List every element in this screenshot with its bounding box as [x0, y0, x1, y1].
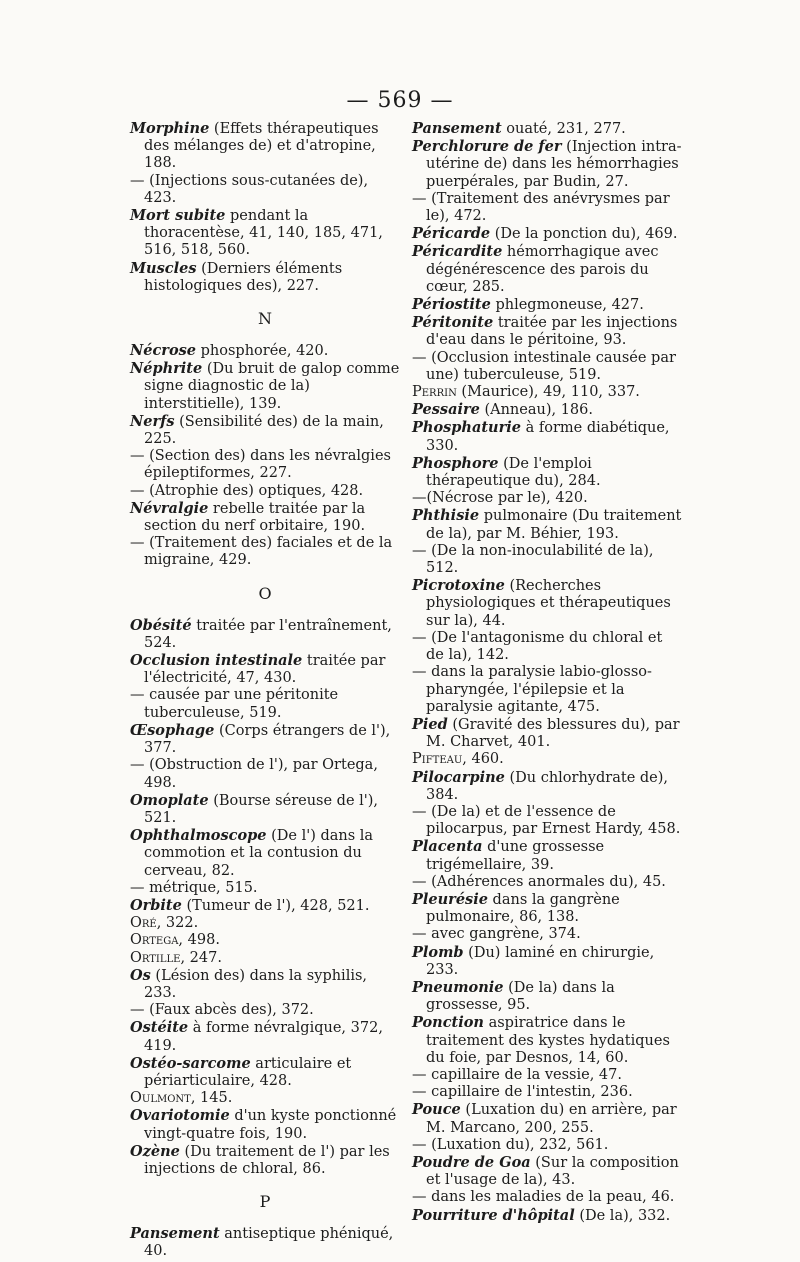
index-entry — [412, 314, 682, 349]
section-letter: P — [259, 1192, 271, 1212]
index-entry — [130, 360, 400, 413]
entry-text: (Corps étrangers de l'), 377. — [144, 722, 391, 757]
index-entry — [130, 1090, 400, 1107]
index-entry — [130, 757, 400, 791]
entry-text: (Gravité des blessures du), par M. Charvet, 401. — [426, 716, 680, 751]
entry-text: — avec gangrène, 374. — [412, 926, 581, 943]
entry-heading: Nécrose — [130, 342, 197, 360]
entry-text: articulaire et périarticulaire, 428. — [144, 1055, 352, 1089]
entry-heading: Phthisie — [412, 507, 480, 525]
entry-heading: Mort subite — [130, 207, 226, 225]
entry-text: (Injection intra-utérine de) dans les hémorrhagies puerpérales, par Budin, 27. — [426, 139, 682, 190]
entry-heading: Perchlorure de fer — [412, 138, 562, 156]
left-column — [130, 120, 400, 1261]
index-entry — [130, 687, 400, 721]
entry-text: d'un kyste ponctionné vingt-quatre fois, 190. — [144, 1108, 397, 1142]
entry-text: (Sur la composition et l'usage de la), 43. — [426, 1154, 679, 1189]
entry-heading: Nerfs — [130, 412, 175, 430]
index-entry — [412, 664, 682, 716]
index-entry — [412, 1189, 682, 1206]
entry-text: — (Faux abcès des), 372. — [130, 1002, 314, 1019]
index-entry — [130, 827, 400, 880]
entry-heading: Muscles — [130, 259, 197, 277]
index-entry — [130, 915, 400, 932]
entry-text: (Sensibilité des) de la main, 225. — [144, 413, 384, 448]
entry-text: (Lésion des) dans la syphilis, 233. — [144, 967, 368, 1001]
index-entry — [130, 1055, 400, 1090]
index-entry — [130, 1225, 400, 1260]
entry-text: , 498. — [178, 932, 220, 949]
entry-text: , 322. — [156, 915, 199, 932]
index-entry — [412, 1154, 682, 1189]
index-entry — [412, 1084, 682, 1101]
index-entry — [412, 507, 682, 542]
entry-text: (Bourse séreuse de l'), 521. — [144, 792, 379, 826]
entry-text: aspiratrice dans le traitement des kystes hydatiques du foie, par Desnos, 14, 60. — [426, 1015, 670, 1066]
entry-heading: Phosphore — [412, 454, 499, 472]
entry-heading: Pouce — [412, 1101, 461, 1119]
entry-text: — (Luxation du), 232, 561. — [412, 1136, 609, 1153]
entry-text: (Maurice), 49, 110, 337. — [456, 384, 640, 401]
entry-heading: Ophthalmoscope — [130, 827, 267, 845]
index-entry — [412, 1101, 682, 1136]
entry-text: (De la), 332. — [574, 1207, 671, 1224]
entry-text: — métrique, 515. — [130, 879, 258, 896]
entry-text: (Effets thérapeutiques des mélanges de) et d'atropine, 188. — [144, 121, 379, 172]
entry-heading: Phosphaturie — [412, 419, 521, 437]
entry-heading: Oulmont — [130, 1090, 191, 1107]
entry-heading: Pansement — [412, 120, 502, 137]
entry-heading: Orbite — [130, 896, 182, 914]
index-entry — [412, 1067, 682, 1084]
entry-heading: Pifteau — [412, 751, 463, 768]
index-entry — [412, 891, 682, 926]
entry-text: — dans les maladies de la peau, 46. — [412, 1189, 675, 1206]
right-column — [412, 120, 682, 1225]
entry-text: — (Atrophie des) optiques, 428. — [130, 482, 364, 499]
index-entry — [412, 751, 682, 768]
index-entry — [130, 483, 400, 500]
index-entry — [130, 722, 400, 757]
index-entry — [412, 577, 682, 630]
index-entry — [130, 260, 400, 295]
index-entry — [412, 1014, 682, 1067]
index-entry — [412, 350, 682, 384]
entry-text: ouaté, 231, 277. — [501, 121, 626, 137]
section-letter: N — [258, 309, 272, 329]
index-entry — [412, 419, 682, 454]
index-entry — [412, 630, 682, 664]
index-entry — [412, 138, 682, 191]
entry-heading: Ortega — [130, 932, 179, 949]
index-entry — [130, 448, 400, 482]
index-entry — [412, 838, 682, 873]
entry-text: — (Injections sous-cutanées de), 423. — [130, 172, 369, 206]
entry-text: — (Occlusion intestinale causée par une) tuberculeuse, 519. — [412, 349, 676, 383]
index-entry — [412, 490, 682, 507]
index-entry — [130, 413, 400, 448]
entry-heading: Ozène — [130, 1142, 180, 1160]
entry-text: (Tumeur de l'), 428, 521. — [181, 897, 370, 914]
entry-heading: Oré — [130, 915, 157, 932]
entry-heading: Poudre de Goa — [412, 1153, 531, 1171]
entry-text: hémorrhagique avec dégénérescence des parois du cœur, 285. — [426, 244, 659, 295]
entry-text: —(Nécrose par le), 420. — [412, 490, 588, 507]
entry-heading: Pansement — [130, 1225, 220, 1243]
index-entry — [130, 792, 400, 827]
entry-heading: Périostite — [412, 296, 491, 314]
entry-text: traitée par les injections d'eau dans le péritoine, 93. — [426, 315, 678, 349]
index-entry — [130, 897, 400, 915]
index-entry — [130, 880, 400, 897]
entry-heading: Plomb — [412, 943, 464, 961]
index-entry — [130, 535, 400, 569]
entry-heading: Péricardite — [412, 243, 503, 261]
entry-heading: Picrotoxine — [412, 577, 505, 595]
index-entry — [130, 967, 400, 1002]
entry-text: , 460. — [462, 751, 504, 768]
entry-text: — (Adhérences anormales du), 45. — [412, 873, 666, 890]
entry-text: (Recherches physiologiques et thérapeutiques sur la), 44. — [426, 578, 671, 629]
entry-heading: Morphine — [130, 120, 210, 137]
entry-text: phosphorée, 420. — [196, 343, 329, 360]
entry-text: — causée par une péritonite tuberculeuse, 519. — [130, 687, 339, 721]
index-entry — [412, 1207, 682, 1225]
index-entry — [412, 225, 682, 243]
section-letter: O — [258, 583, 272, 603]
entry-heading: Néphrite — [130, 360, 203, 378]
index-entry — [130, 950, 400, 967]
entry-heading: Ortille — [130, 949, 181, 966]
entry-text: — (Traitement des anévrysmes par le), 472. — [412, 190, 670, 225]
entry-text: — (De la) et de l'essence de pilocarpus, par Ernest Hardy, 458. — [412, 803, 681, 838]
entry-text: rebelle traitée par la section du nerf orbitaire, 190. — [144, 500, 366, 535]
index-entry — [130, 1143, 400, 1178]
entry-heading: Ostéite — [130, 1019, 189, 1037]
index-entry — [412, 296, 682, 314]
index-entry — [130, 1002, 400, 1019]
entry-heading: Obésité — [130, 616, 192, 634]
entry-heading: Péricarde — [412, 225, 491, 243]
entry-heading: Pied — [412, 715, 448, 733]
entry-text: (De la ponction du), 469. — [490, 226, 678, 243]
entry-heading: Pneumonie — [412, 978, 504, 996]
entry-text: , 247. — [180, 949, 222, 966]
index-entry — [130, 342, 400, 360]
index-entry — [130, 1107, 400, 1142]
index-entry — [412, 874, 682, 891]
index-entry — [412, 384, 682, 401]
entry-text: — (De l'antagonisme du chloral et de la), 142. — [412, 629, 663, 664]
index-entry — [412, 944, 682, 979]
entry-text: (Du) laminé en chirurgie, 233. — [426, 944, 655, 978]
entry-text: — capillaire de la vessie, 47. — [412, 1066, 622, 1083]
entry-text: à forme diabétique, 330. — [426, 420, 670, 454]
entry-text: — (Obstruction de l'), par Ortega, 498. — [130, 757, 378, 791]
entry-text: — (Traitement des) faciales et de la migraine, 429. — [130, 535, 393, 569]
entry-heading: Ponction — [412, 1014, 484, 1032]
entry-text: (De l') dans la commotion et la contusion du cerveau, 82. — [144, 828, 374, 879]
index-entry — [412, 979, 682, 1014]
entry-text: (Du traitement de l') par les injections de chloral, 86. — [144, 1143, 390, 1177]
index-entry — [130, 652, 400, 687]
entry-heading: Ovariotomie — [130, 1107, 230, 1125]
index-entry — [412, 120, 682, 138]
index-entry — [412, 243, 682, 296]
entry-text: phlegmoneuse, 427. — [490, 297, 644, 314]
index-entry — [412, 455, 682, 490]
entry-text: antiseptique phéniqué, 40. — [144, 1226, 394, 1260]
index-entry — [412, 1137, 682, 1154]
index-entry — [130, 120, 400, 173]
entry-heading: Péritonite — [412, 314, 494, 332]
index-entry — [412, 401, 682, 419]
entry-heading: Œsophage — [130, 721, 215, 739]
entry-text: à forme névralgique, 372, 419. — [144, 1020, 383, 1054]
index-entry — [130, 173, 400, 207]
entry-text: traitée par l'entraînement, 524. — [144, 617, 392, 651]
entry-heading: Os — [130, 966, 151, 984]
entry-text: dans la gangrène pulmonaire, 86, 138. — [426, 891, 620, 926]
entry-text: (Anneau), 186. — [479, 402, 593, 419]
entry-text: — dans la paralysie labio-glosso-pharyngée, l'épilepsie et la paralysie agitante, 475. — [412, 664, 652, 715]
entry-text: — (Section des) dans les névralgies épileptiformes, 227. — [130, 448, 391, 482]
index-entry — [130, 932, 400, 949]
entry-text: — (De la non-inoculabilité de la), 512. — [412, 542, 654, 577]
entry-heading: Névralgie — [130, 499, 209, 517]
entry-heading: Pourriture d'hôpital — [412, 1206, 575, 1224]
entry-heading: Pessaire — [412, 401, 480, 419]
entry-text: pulmonaire (Du traitement de la), par M. Béhier, 193. — [426, 508, 682, 542]
entry-heading: Perrin — [412, 384, 457, 401]
entry-heading: Occlusion intestinale — [130, 652, 303, 670]
index-entry — [130, 1019, 400, 1054]
index-entry — [412, 716, 682, 751]
entry-text: pendant la thoracentèse, 41, 140, 185, 471, 516, 518, 560. — [144, 208, 383, 259]
entry-heading: Pleurésie — [412, 890, 488, 908]
entry-text: (Luxation du) en arrière, par M. Marcano, 200, 255. — [426, 1102, 677, 1136]
index-entry — [130, 617, 400, 652]
entry-heading: Placenta — [412, 838, 483, 856]
index-entry — [130, 207, 400, 260]
entry-text: d'une grossesse trigémellaire, 39. — [426, 839, 605, 873]
entry-text: — capillaire de l'intestin, 236. — [412, 1084, 633, 1101]
index-entry — [412, 926, 682, 943]
entry-heading: Pilocarpine — [412, 768, 505, 786]
entry-text: , 145. — [190, 1090, 233, 1107]
entry-heading: Omoplate — [130, 791, 209, 809]
entry-text: traitée par l'électricité, 47, 430. — [144, 653, 386, 687]
entry-heading: Ostéo-sarcome — [130, 1054, 251, 1072]
page-number: — 569 — — [346, 88, 454, 113]
index-entry — [412, 769, 682, 804]
entry-text: (Du chlorhydrate de), 384. — [426, 769, 669, 803]
entry-text: (Du bruit de galop comme signe diagnostic de la) interstitielle), 139. — [144, 361, 400, 412]
index-entry — [412, 191, 682, 225]
entry-text: (Derniers éléments histologiques des), 227. — [144, 260, 343, 294]
entry-text: (De la) dans la grossesse, 95. — [426, 979, 615, 1014]
entry-text: (De l'emploi thérapeutique du), 284. — [426, 455, 601, 490]
index-entry — [130, 500, 400, 535]
index-entry — [412, 543, 682, 577]
index-entry — [412, 804, 682, 838]
